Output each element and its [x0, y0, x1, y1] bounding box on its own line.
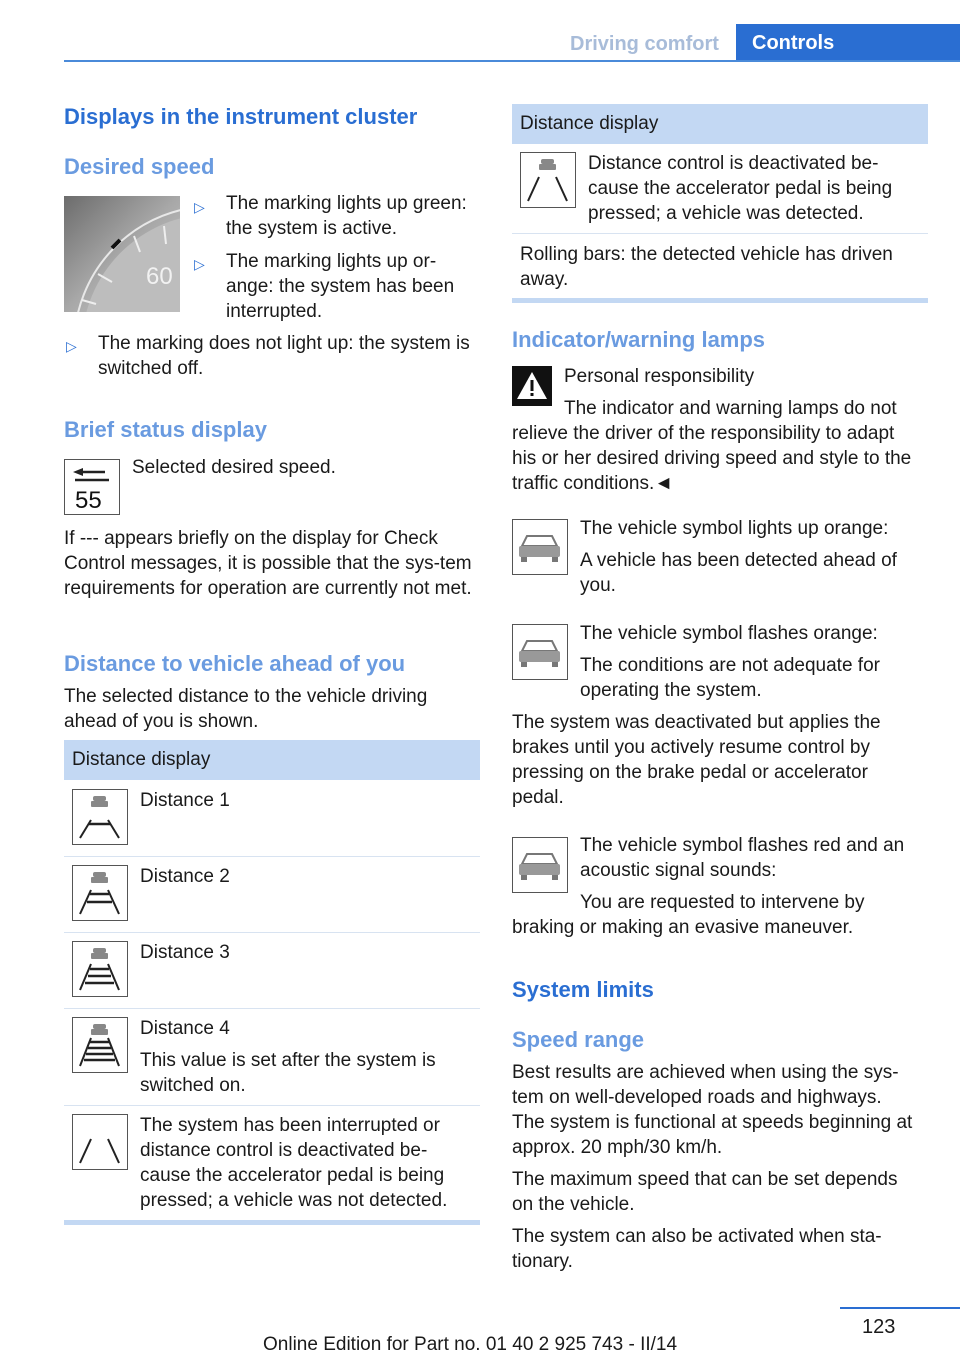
- page-title: Displays in the instrument cluster: [64, 104, 418, 129]
- row-divider: [512, 233, 928, 234]
- brief-status-heading: Brief status display: [64, 417, 267, 442]
- distance-row-text: Distance 4: [140, 1018, 230, 1039]
- distance-heading: Distance to vehicle ahead of you: [64, 651, 406, 676]
- distance-intro: The selected distance to the vehicle driving ahead of you is shown.: [64, 686, 428, 732]
- warning-title: Personal responsibility: [564, 366, 755, 387]
- brief-status-paragraph: If --- appears briefly on the display for Check Control messages, it is possible that the sys-tem requirements for operation are currently not met.: [64, 528, 472, 599]
- icon-number: 55: [75, 487, 102, 513]
- system-limits-heading: System limits: [512, 977, 654, 1002]
- vehicle-detected-lines-icon: [520, 152, 576, 208]
- dial-number: 60: [146, 263, 173, 290]
- limits-paragraph: The system is functional at speeds beginning at approx. 20 mph/30 km/h.: [512, 1112, 913, 1158]
- row-divider: [64, 932, 480, 933]
- vehicle-symbol-2-title: The vehicle symbol flashes orange:: [580, 623, 878, 644]
- vehicle-symbol-1-text: A vehicle has been detected ahead of you.: [580, 550, 897, 596]
- row-divider: [64, 1105, 480, 1106]
- vehicle-symbol-icon: [512, 519, 568, 575]
- distance-row-note: This value is set after the system is switched on.: [140, 1050, 436, 1096]
- list-item: The marking lights up or-ange: the system has been interrupted.: [226, 251, 455, 322]
- desired-speed-heading: Desired speed: [64, 154, 215, 179]
- no-vehicle-detected-icon: [72, 1114, 128, 1170]
- right-row-text: Rolling bars: the detected vehicle has driven away.: [520, 244, 893, 290]
- speed-limit-display-icon: [64, 459, 120, 515]
- bullet-triangle-icon: ▷: [66, 338, 77, 354]
- list-item: The marking does not light up: the system is switched off.: [98, 333, 470, 379]
- distance-row-text: Distance 1: [140, 790, 230, 811]
- footer-divider: [840, 1307, 960, 1309]
- limits-paragraph: Best results are achieved when using the sys-tem on well-developed roads and highways.: [512, 1062, 899, 1108]
- right-row-text: Distance control is deactivated be-cause the accelerator pedal is being pressed; a vehicle was detected.: [588, 153, 893, 224]
- vehicle-symbol-icon: [512, 837, 568, 893]
- header-section-label: Driving comfort: [570, 33, 719, 55]
- distance-4-icon: [72, 1017, 128, 1073]
- speed-range-heading: Speed range: [512, 1027, 645, 1052]
- vehicle-symbol-2-text: The conditions are not adequate for operating the system.: [580, 655, 880, 701]
- distance-row-text: Distance 2: [140, 866, 230, 887]
- header-divider: [64, 60, 960, 62]
- distance-row-text: Distance 3: [140, 942, 230, 963]
- row-divider: [64, 856, 480, 857]
- list-item: The marking lights up green: the system is active.: [226, 193, 467, 239]
- vehicle-symbol-3-text: You are requested to intervene by braking or making an evasive maneuver.: [512, 892, 865, 938]
- distance-1-icon: [72, 789, 128, 845]
- vehicle-symbol-1-title: The vehicle symbol lights up orange:: [580, 518, 889, 539]
- speedometer-dial-icon: [64, 196, 180, 312]
- indicator-heading: Indicator/warning lamps: [512, 327, 766, 352]
- vehicle-symbol-3-title: The vehicle symbol flashes red and an acoustic signal sounds:: [580, 835, 905, 881]
- brief-status-caption: Selected desired speed.: [132, 457, 336, 478]
- bullet-triangle-icon: ▷: [194, 256, 205, 272]
- limits-paragraph: The system can also be activated when sta-tionary.: [512, 1226, 882, 1272]
- row-divider: [64, 1008, 480, 1009]
- right-distance-table-header: Distance display: [512, 104, 928, 144]
- deactivated-paragraph: The system was deactivated but applies the brakes until you actively resume control by pressing on the brake pedal or accelerator pedal.: [512, 712, 881, 808]
- header-tab-controls: Controls: [736, 24, 960, 61]
- vehicle-symbol-icon: [512, 624, 568, 680]
- distance-table-header: Distance display: [64, 740, 480, 780]
- page-number: 123: [862, 1316, 896, 1338]
- distance-2-icon: [72, 865, 128, 921]
- warning-text: The indicator and warning lamps do not relieve the driver of the responsibility to adapt his or her desired driving speed and style to the traffic conditions.◄: [512, 398, 912, 494]
- distance-3-icon: [72, 941, 128, 997]
- distance-row-text: The system has been interrupted or distance control is deactivated be-cause the accelerator pedal is being pressed; a vehicle was not detected.: [140, 1115, 448, 1211]
- table-end-bar: [64, 1220, 480, 1225]
- footer-edition: Online Edition for Part no. 01 40 2 925 743 - II/14: [263, 1334, 678, 1355]
- limits-paragraph: The maximum speed that can be set depends on the vehicle.: [512, 1169, 898, 1215]
- table-end-bar: [512, 298, 928, 303]
- bullet-triangle-icon: ▷: [194, 199, 205, 215]
